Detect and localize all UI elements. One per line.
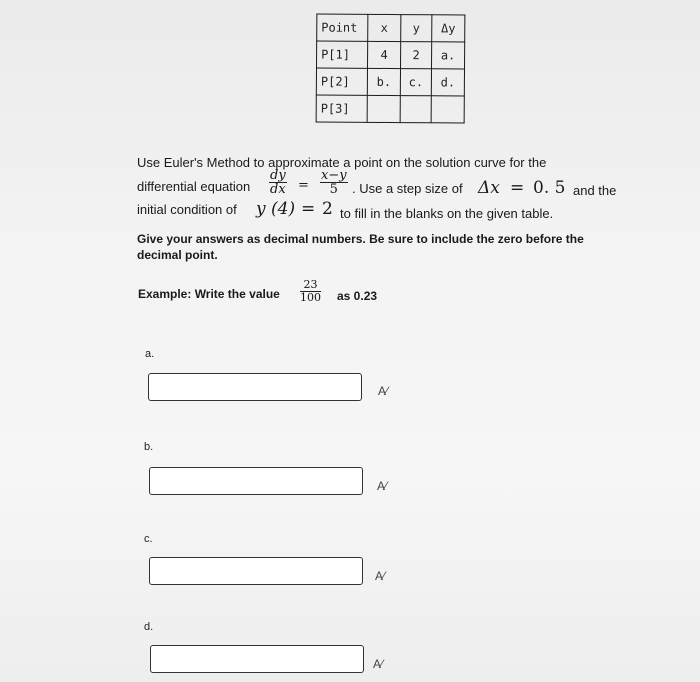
- equals-sign: =: [301, 199, 316, 219]
- delta-x: Δx: [478, 178, 500, 198]
- derivative-numerator: dy: [270, 168, 286, 183]
- initial-condition-value: 2: [322, 199, 333, 219]
- table-cell: d.: [431, 69, 464, 96]
- spellcheck-icon[interactable]: A⁄: [377, 479, 388, 493]
- example-numerator: 23: [300, 279, 321, 292]
- table-cell: [367, 95, 400, 122]
- equals-sign: =: [510, 178, 525, 198]
- equals-sign: =: [298, 178, 309, 193]
- answer-d-input[interactable]: [150, 645, 364, 673]
- table-cell: 4: [368, 41, 401, 68]
- answer-c-input[interactable]: [149, 557, 363, 585]
- answer-label-d: d.: [144, 621, 154, 633]
- example-result: as 0.23: [337, 289, 378, 303]
- rhs-fraction: [320, 169, 348, 196]
- euler-table: [316, 13, 466, 123]
- instruction-line-3b: to fill in the blanks on the given table.: [340, 206, 554, 221]
- table-cell: a.: [431, 42, 464, 69]
- table-cell: [400, 96, 431, 123]
- derivative-fraction: [269, 169, 287, 196]
- answer-label-a: a.: [145, 348, 155, 360]
- spellcheck-icon[interactable]: A⁄: [378, 384, 389, 398]
- table-cell: P[3]: [316, 95, 367, 122]
- answer-a-input[interactable]: [148, 373, 362, 401]
- note-line-2: decimal point.: [137, 248, 218, 262]
- example-text: Example: Write the value: [138, 287, 280, 301]
- answer-label-c: c.: [144, 533, 153, 545]
- instruction-line-2b: . Use a step size of: [352, 181, 463, 196]
- table-cell: [431, 96, 464, 123]
- answer-b-input[interactable]: [149, 467, 363, 495]
- rhs-numerator: x−y: [321, 168, 347, 183]
- table-header-row: [317, 14, 465, 42]
- header-point: Point: [317, 14, 368, 41]
- initial-condition-expression: y (4): [256, 199, 296, 219]
- derivative-denominator: dx: [270, 182, 286, 197]
- header-x: x: [368, 14, 401, 41]
- table-row: [316, 95, 464, 123]
- instruction-line-1: Use Euler's Method to approximate a point on the solution curve for the: [137, 155, 547, 170]
- table-cell: b.: [367, 68, 400, 95]
- rhs-denominator: 5: [329, 182, 338, 197]
- header-delta-y: Δy: [432, 15, 465, 42]
- instruction-line-3a: initial condition of: [137, 202, 237, 217]
- instruction-line-2c: and the: [573, 183, 617, 198]
- header-y: y: [401, 15, 432, 42]
- spellcheck-icon[interactable]: A⁄: [375, 569, 386, 583]
- table-cell: P[1]: [317, 41, 368, 68]
- table-cell: P[2]: [316, 68, 367, 95]
- answer-label-b: b.: [144, 441, 154, 453]
- note-line-1: Give your answers as decimal numbers. Be sure to include the zero before the: [137, 232, 584, 246]
- table-row: [317, 41, 465, 69]
- table-cell: c.: [400, 69, 431, 96]
- instruction-line-2a: differential equation: [137, 179, 251, 194]
- example-denominator: 100: [300, 291, 321, 304]
- step-size-value: 0. 5: [533, 178, 566, 198]
- table-cell: 2: [400, 42, 431, 69]
- spellcheck-icon[interactable]: A⁄: [373, 657, 384, 671]
- example-fraction: [300, 279, 321, 304]
- table-row: [316, 68, 464, 96]
